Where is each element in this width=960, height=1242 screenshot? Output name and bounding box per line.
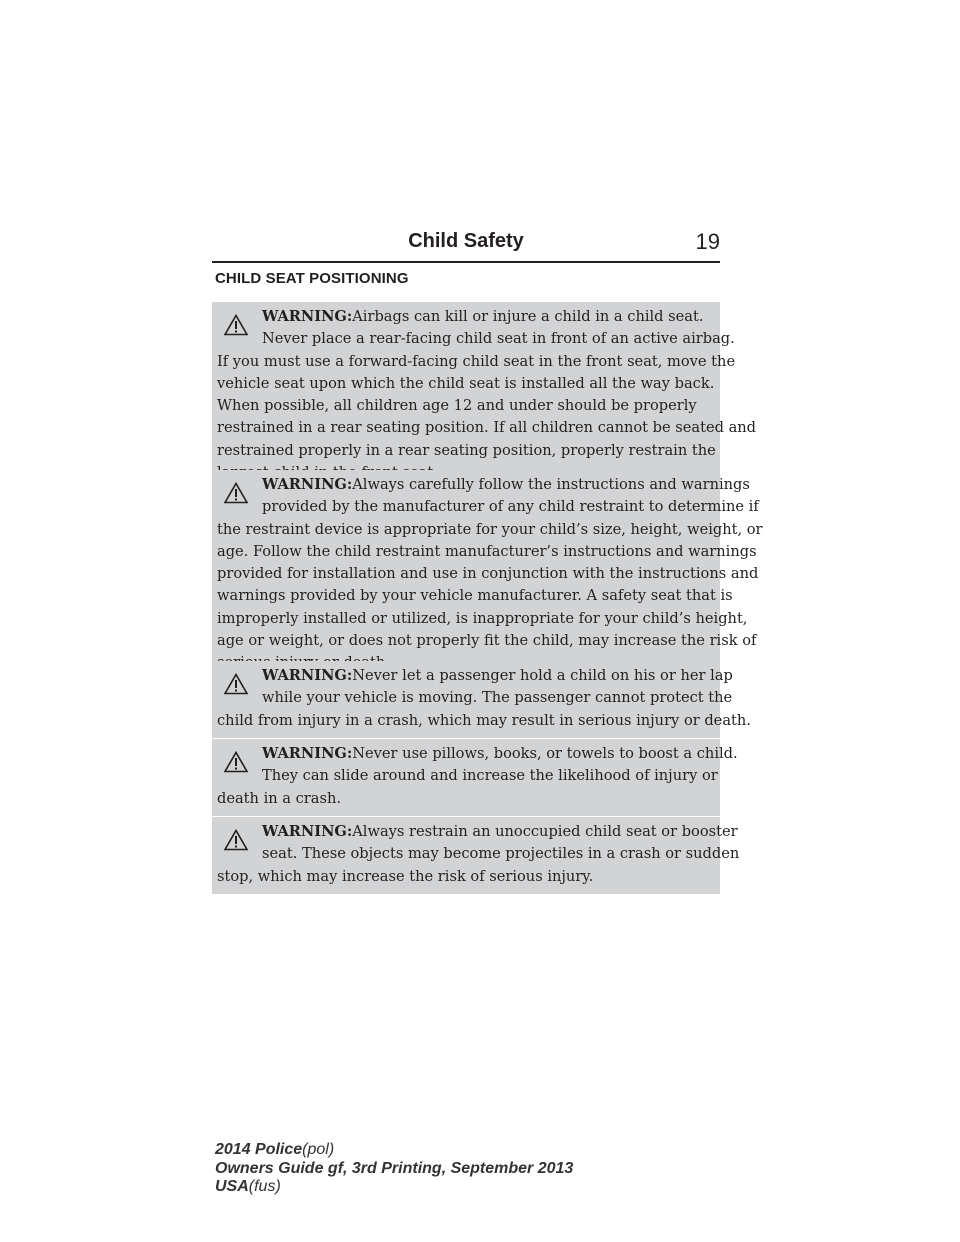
warning-label: WARNING: [262, 823, 353, 840]
warning-line: age or weight, or does not properly fit the child, may increase the risk of [217, 632, 757, 650]
page-header [212, 228, 720, 263]
warning-box-3 [212, 661, 751, 738]
section-heading: CHILD SEAT POSITIONING [215, 270, 409, 287]
warning-line: seat. These objects may become projectiles in a crash or sudden [262, 845, 740, 863]
footer-model-line [215, 1141, 573, 1160]
warning-label: WARNING: [262, 476, 353, 493]
warning-line: restrained in a rear seating position. If all children cannot be seated and [217, 419, 757, 437]
warning-box-1 [212, 302, 757, 490]
warning-text: Always carefully follow the instructions and warnings [352, 476, 750, 493]
warning-text: Always restrain an unoccupied child seat or booster [352, 823, 738, 840]
warning-triangle-icon [224, 829, 248, 851]
warning-line: death in a crash. [217, 789, 342, 807]
page-number: 19 [695, 229, 720, 254]
warning-line: age. Follow the child restraint manufacturer’s instructions and warnings [217, 542, 757, 560]
warning-line: They can slide around and increase the likelihood of injury or [262, 767, 718, 785]
warning-line: while your vehicle is moving. The passenger cannot protect the [262, 689, 733, 707]
footer-market: USA [215, 1178, 249, 1195]
warning-line: warnings provided by your vehicle manufacturer. A safety seat that is [217, 587, 733, 605]
warning-box-5 [212, 817, 740, 894]
footer-market-line [215, 1178, 573, 1197]
footer-guide-line: Owners Guide gf, 3rd Printing, September 2013 [215, 1159, 574, 1177]
warning-text: Never let a passenger hold a child on his or her lap [352, 667, 733, 684]
warning-box-4 [212, 739, 738, 816]
warning-line [217, 821, 738, 843]
warning-triangle-icon [224, 314, 248, 336]
warning-line: child from injury in a crash, which may result in serious injury or death. [217, 711, 751, 729]
warning-triangle-icon [224, 751, 248, 773]
warning-box-2 [212, 470, 763, 681]
warning-triangle-icon [224, 673, 248, 695]
warning-line: the restraint device is appropriate for your child’s size, height, weight, or [217, 520, 763, 538]
section-title: Child Safety [408, 230, 524, 252]
warning-text: Airbags can kill or injure a child in a child seat. [352, 308, 704, 325]
footer-market-code: (fus) [248, 1178, 281, 1195]
warning-line: provided by the manufacturer of any child restraint to determine if [262, 498, 759, 516]
warning-text: Never use pillows, books, or towels to boost a child. [352, 745, 738, 762]
warning-line: If you must use a forward-facing child seat in the front seat, move the [217, 352, 736, 370]
warning-line [217, 743, 738, 765]
warning-line: restrained properly in a rear seating position, properly restrain the [217, 441, 716, 459]
warning-label: WARNING: [262, 667, 353, 684]
warning-label: WARNING: [262, 308, 353, 325]
page-footer [215, 1141, 573, 1197]
warning-line [217, 474, 750, 496]
warning-triangle-icon [224, 482, 248, 504]
warning-label: WARNING: [262, 745, 353, 762]
warning-line: improperly installed or utilized, is inappropriate for your child’s height, [217, 609, 748, 627]
warning-line: Never place a rear-facing child seat in front of an active airbag. [262, 330, 735, 348]
warning-line: When possible, all children age 12 and under should be properly [217, 397, 697, 415]
warning-line [217, 306, 716, 328]
warning-line: provided for installation and use in conjunction with the instructions and [217, 565, 759, 583]
footer-model: 2014 Police [215, 1141, 303, 1158]
warning-line: stop, which may increase the risk of serious injury. [217, 867, 594, 885]
footer-model-code: (pol) [302, 1141, 335, 1158]
warning-line: vehicle seat upon which the child seat is installed all the way back. [217, 374, 715, 392]
warning-line [217, 665, 733, 687]
